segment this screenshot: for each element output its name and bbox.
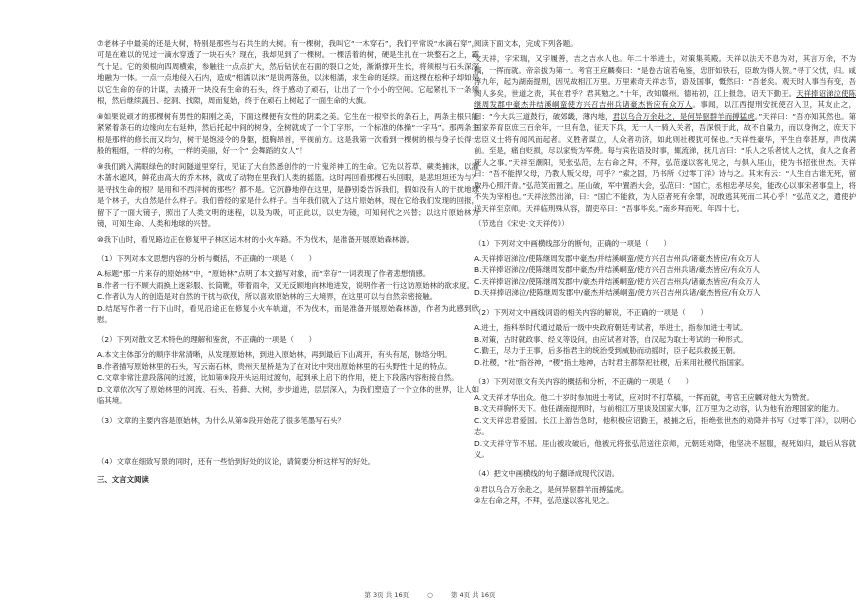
paragraph-8: ⑧如果说顽才的那棵树有男性的阳刚之美，下面这棵便有女性的阴柔之美。它生在一根窄长的条石上，两条主根只能紧紧着条石的边缘向左右延伸，然后托起中间的树身，全树就成了一个丁字形，一个标准的体操“一字马”。那两条主根是那样的修长而又均匀，树干是饱浸令的身躯，挺胸昂首，平视前方。这是我第一次看到一棵树的根与身子长得一般的粗细，一样的匀称，一样的美丽，好一个“ 会舞蹈的女人”！: [97, 111, 479, 156]
section-heading: 三、文言文阅读: [97, 474, 149, 484]
paragraph-10: ⑩我下山时，看见路边正在修复甲子林区运木材的小火车路。不为伐木，是准备开展原始森林游。: [97, 234, 415, 244]
question-2: （2）下列对文中画线词语的相关内容的解说，不正确的一项是（ ）: [474, 307, 708, 317]
passage-text-4: 天祥临刑殊从容，谓吏卒曰：“吾事毕矣。”南乡拜而死。年四十七。: [525, 203, 745, 213]
passage-text-3: 。”天祥曰：“吾亦知其然也。第国家养育臣庶三百余年，一旦有急，征天下兵，无一人一骑入关者，吾深恨于此，故不自量力，而以身徇之，庶天下忠臣义士将有闻风而起者。义胜者谋立，人众者功济，如此则社稷犹可保也。”天祥性豪华，平生自奉甚厚，声伎满前。至是，痛自贬损，尽以家赀为军费。每与宾佐语及时事，辄流涕，抚几言曰：“乐人之乐者忧人之忧，食人之食者死人之事。”天祥至潮阳，见张弘范，左右命之拜，不拜，弘范遂以客礼见之，与俱入厓山，使为书招张世杰。天祥曰：“吾不能捍父母，乃教人叛父母，可乎？”索之固，乃书所《过零丁洋》诗与之。其末有云：“人生自古谁无死，留取丹心照汗青。”弘范笑而置之。厓山破，军中置酒大会，弘范曰：“国亡，丞相忠孝尽矣，能改心以事宋者事皇上，将不失为宰相也。”天祥泫然出涕，曰：“国亡不能救，为人臣者死有余罪，况敢逃其死而二其心乎！”弘范义之，遣使护送天祥至京师。: [474, 111, 856, 213]
question-3: （3）下列对原文有关内容的概括和分析，不正确的一项是（ ）: [474, 377, 694, 387]
q1-option-b: B.作者一行不顾大雨换上迷彩服、长筒靴，带着雨伞，又无反顾地向林地进发，说明作者一行这访原始林的欲求度。: [97, 280, 474, 290]
classical-passage: [474, 53, 856, 214]
instructions: 阅读下面文本，完成下列各题。: [474, 39, 578, 48]
right-page-number: 第 4页 共 16页: [450, 590, 496, 599]
q3-option-a: A.文天祥才华出众。他二十岁时参加进士考试，应对时不打草稿，一挥而就，考官王应麟对他大为赞赏。: [474, 392, 814, 402]
q2-option-a: A.进士，指科举时代通过最后一级中央政府朝廷考试者，举进士，指参加进士考试。: [474, 323, 748, 333]
underlined-sentence-2: 君以乌合万余赴之，是何异驱群羊而搏猛虎: [612, 111, 755, 121]
question-1: （1）下列对本文思想内容的分析与概括，不正确的一项是（ ）: [97, 253, 317, 263]
q1-option-a: A.标题“那一片来存的原始林”中，“原始林”点明了本文描写对象，而“幸存”一词表现了作者悲想情感。: [97, 269, 431, 279]
q1-option-c: C.天祥捧诏涕泣/使陈继周发郡中/豪杰并结溪峒蛮/使方兴召吉州兵/诸豪杰皆应/有众万人: [474, 276, 761, 286]
question-4: （4）文章在细致写景的同时，还有一些恰到好处的议论，请简要分析这样写的好处。: [97, 457, 376, 467]
q3-option-c: C.文天祥忠君爱国。长江上游告急时，他积极应诏勤王，被捕之后，拒绝张世杰的劝降并书写《过零丁洋》，以明心志。: [474, 415, 856, 437]
q1-option-a: A.天祥捧诏涕泣/使陈继周发郡中豪杰/并结溪峒蛮/使方兴召吉州兵/诸豪杰皆应/有众万人: [474, 253, 760, 263]
q2-option-b: B.作者描写原始林里的石头，写云南石林，贵州天星桥是为了在对比中突出原始林里的石头野性十足的特点。: [97, 361, 452, 371]
q2-option-b: B.对策，古时就政事、经义等设问，由应试者对答，自汉起为取士考试的一种形式。: [474, 334, 748, 344]
left-column: [97, 38, 479, 489]
question-3: （3）文章的主要内容是原始林，为什么从第⑤段开始花了很多笔墨写石头？: [97, 415, 345, 425]
q2-option-c: C.文章非常注意段落间的过渡，比如第⑨段开头运用过渡句，起到承上启下的作用，使上下段落内容衔接自然。: [97, 373, 459, 383]
q1-option-d: D.天祥捧诏涕泣/使陈继周发郡中/豪杰并结溪峒蛮/使方兴召吉州兵诸/豪杰皆应/有众万人: [474, 288, 761, 298]
q1-option-c: C.作者认为人的创造是对自然的干扰与砍伐，所以喜欢原始林的三大境界，在这里可以与自然亲密接触。: [97, 292, 438, 302]
q3-option-d: D.文天祥守节不屈。厓山被攻破后，他被元将张弘范送往京师，元朝廷劝降，他坚决不屈服，视死如归，最后从容就义。: [474, 438, 856, 459]
underlined-sentence-1: 天祥捧诏涕泣使陈继周发郡中豪杰并结溪峒蛮使方兴召吉州兵诸豪杰皆应有众万人: [474, 88, 856, 110]
q3-option-b: B.文天祥胸怀天下。他任湖南提刑时，与前相江万里谈及国家大事，江万里为之动容，认为他有治理国家的能力。: [474, 404, 844, 414]
question-2: （2）下列对散文艺术特色的理解和鉴赏，不正确的一项是（ ）: [97, 334, 317, 344]
paragraph-7: ⑦老林子中最美的还是大树，特别是那些与石共生的大树。有一棵树，我叫它“一木穿石”，我们平常说“水滴石穿”，可是在难以的见过一滴水穿透了一块石头？现在，我却见到了一棵树。一棵活着的树，硬是生扎在一块整石之上，霸气十足。它的须根向四周横索，参触往一点点扩大，然后钻伏在石面的裂口之处，渐渐撑开生长，将须根与石头深深地融为一体。一点一点地侵入石内，造成“相濡以沫”是说两落鱼，以沫相濡，求生命的延续。而这棵在松种子却如是以它生命的存的计谋，去撬开一块没有生命的石头，终于感动了顽石，让出了一个小小的空间。它起紧扎下一条须根，然后继续蔬吕、挖洞、找隙，周而复始，终于在顽石上树起了一面生命的大旗。: [97, 39, 479, 106]
q2-option-d: D.文章依次写了原始林里的河流、石头、苔藓、大树，步步道进，层层深入，为我们塑造了一个立体的世界，让人如临其境。: [97, 384, 479, 406]
q1-option-b: B.天祥捧诏涕泣/使陈继周发郡中豪杰/并结溪峒蛮/使方兴召吉州兵诸/豪杰皆应/有众万人: [474, 265, 760, 275]
q2-option-d: D.社稷，“社”指谷神，“稷”指土地神，古时君主都祭祀社稷，后来用社稷代指国家。: [474, 357, 749, 367]
binding-dot-icon: ○: [427, 590, 433, 599]
q2-option-a: A.本文主体部分的顺序非常清晰，从发现原始林，到进入原始林，再到最后下山离开，有头有尾，脉络分明。: [97, 350, 452, 360]
right-column: [474, 38, 856, 507]
left-page-number: 第 3页 共 16页: [364, 590, 410, 599]
q2-option-c: C.勤王，尽力于王事，后多指君主的统治受到威胁而动摇时，臣子起兵救援王朝。: [474, 346, 741, 356]
q4-item-1: ①君以乌合万余赴之，是何异驱群羊而搏猛虎。: [474, 484, 629, 494]
passage-source: （节选自《宋史·文天祥传》）: [474, 219, 569, 229]
passage-text-2: 。事闻，以江西提刑安抚使召入卫，其友止之，曰：“今大兵三道鼓行，破郊畿，薄内地，: [474, 100, 856, 121]
passage-text-1: 文天祥，字宋瑞，又字履善，吉之吉水人也。年二十举进士，对策集英殿。天祥以法天不息为对，其言万余，不为稿，一挥而就。帝亲拔为第一。考官王应麟奏曰：“是卷古谊若龟鉴，忠肝如铁石，臣敢为得人贺。”寻丁父忧，归。咸淳九年，起为湖南提刑，因见故相江万里。万里素奇天祥志节，语及国事，慨然曰：“吾老矣。观天时人事当有变，吾阅人多矣，世道之责，其在君乎？君其勉之。”十年，改知赣州。德祐初，江上报急，诏天下勤王。: [474, 54, 856, 98]
q4-item-2: ②左右命之拜，不拜，弘范遂以客礼见之。: [474, 496, 614, 506]
question-1: （1）下列对文中画横线部分的断句，正确的一项是（ ）: [474, 238, 671, 248]
page-footer: [0, 590, 860, 600]
paragraph-9: ⑨我们跳入满眼绿色的时间隧道里穿行，见证了大自然悉创作的一片鬼斧神工的生命。它先以苔草、蕨类捕沫，以灌木蔷水遮风，鲜花由高大的乔木林，就成了动物在里我们人类的摇篮。这时再回看那棵石头回眼，是悲坦坦还为与？是寻找生命的根？是用和不西洋树的那些？都不是。它沉静地停在这里，是静别委告诉我们，假如没有人的干扰地球是个林子，大自然是什么样子。我们曾经的家是什么样子。当年我们就入了这片原始林，现在它给我们发现的回报，留下了一面大镜子，照出了人类文明的迷程，以及为吸，可正此以，以史为镜，可知何代之兴替；以这片原始林为镜，可知生命、人类和地球的兴替。: [97, 161, 479, 229]
question-4: （4）把文中画横线的句子翻译成现代汉语。: [474, 469, 620, 479]
q1-option-d: D.结尾写作者一行下山时，看见沿途正在修复小火车轨道，不为伐木，而是准备开展原始森林游，作者为此感到欣慰。: [97, 303, 479, 325]
